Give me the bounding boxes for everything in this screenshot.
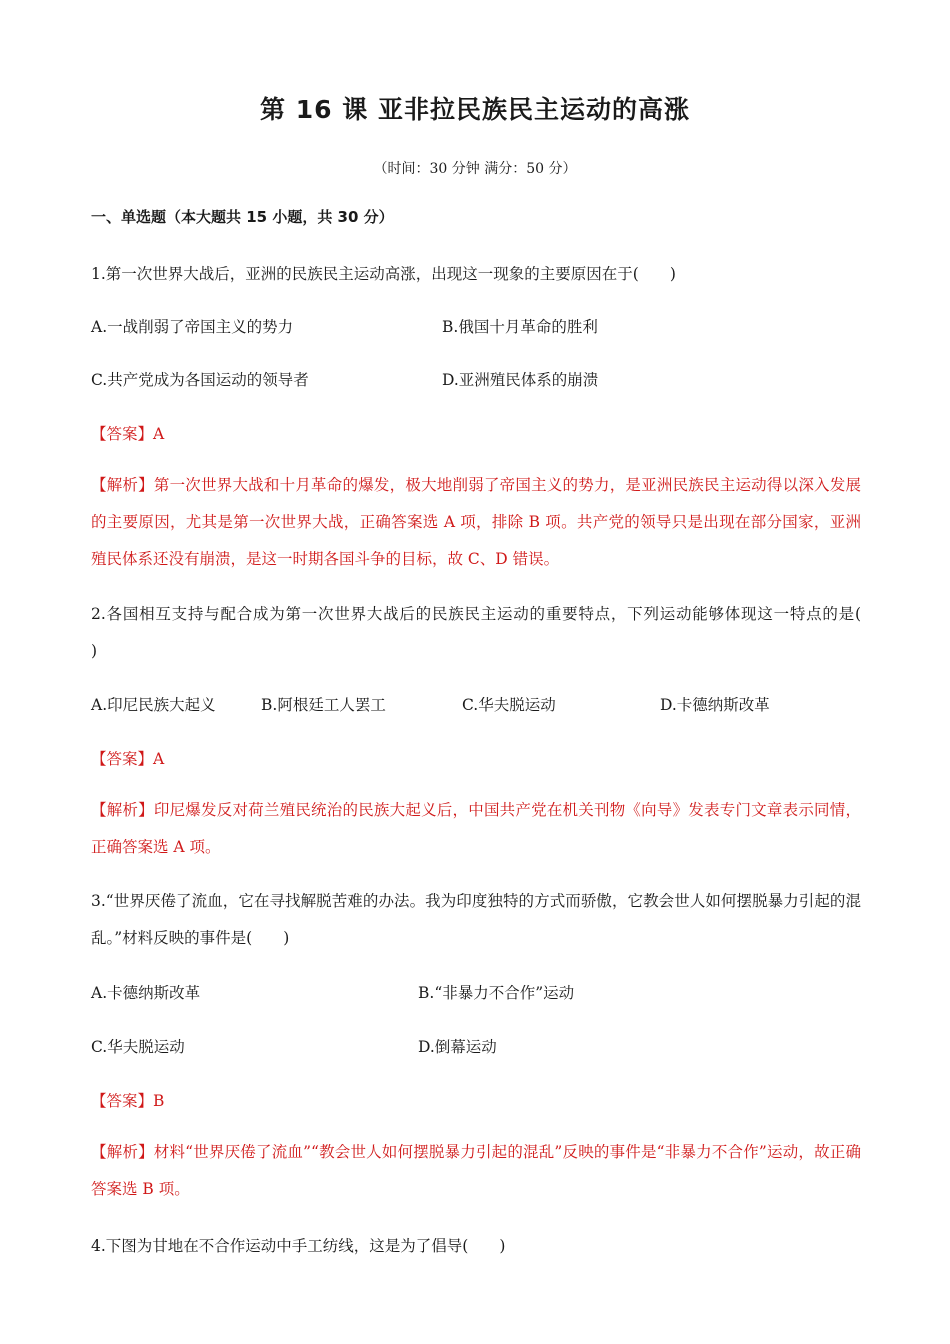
question-2-option-b: B.阿根廷工人罢工 — [261, 696, 386, 714]
question-1-option-a: A.一战削弱了帝国主义的势力 — [91, 318, 294, 336]
question-3-option-b: B.“非暴力不合作”运动 — [418, 984, 575, 1002]
question-1-option-b: B.俄国十月革命的胜利 — [442, 318, 598, 336]
exam-info: （时间：30 分钟 满分：50 分） — [373, 161, 577, 177]
question-1-option-c: C.共产党成为各国运动的领导者 — [91, 371, 309, 389]
question-1-option-d: D.亚洲殖民体系的崩溃 — [442, 371, 599, 389]
question-3-option-a: A.卡德纳斯改革 — [91, 984, 201, 1002]
question-3-option-c: C.华夫脱运动 — [91, 1038, 185, 1056]
question-2-stem: 2.各国相互支持与配合成为第一次世界大战后的民族民主运动的重要特点，下列运动能够体现这一特点的是( ) — [91, 605, 893, 660]
question-1-stem: 1.第一次世界大战后，亚洲的民族民主运动高涨，出现这一现象的主要原因在于( ) — [91, 265, 676, 283]
question-2-answer: 【答案】A — [91, 750, 165, 768]
question-3-option-d: D.倒幕运动 — [418, 1038, 497, 1056]
question-3-stem: 3.“世界厌倦了流血，它在寻找解脱苦难的办法。我为印度独特的方式而骄傲，它教会世人如何摆脱暴力引起的混乱。”材料反映的事件是( ) — [91, 892, 861, 947]
question-2-option-c: C.华夫脱运动 — [462, 696, 556, 714]
question-4-stem: 4.下图为甘地在不合作运动中手工纺线，这是为了倡导( ) — [91, 1237, 506, 1255]
question-3-answer: 【答案】B — [91, 1092, 165, 1110]
question-1-analysis: 【解析】第一次世界大战和十月革命的爆发，极大地削弱了帝国主义的势力，是亚洲民族民主运动得以深入发展的主要原因，尤其是第一次世界大战，正确答案选 A 项，排除 B 项。共产党的领导只是出现在部分国家，亚洲殖民体系还没有崩溃，是这一时期各国斗争的目标，故 C、D 错误。 — [91, 476, 861, 568]
question-2-option-a: A.印尼民族大起义 — [91, 696, 216, 714]
question-3-analysis: 【解析】材料“世界厌倦了流血”“教会世人如何摆脱暴力引起的混乱”反映的事件是“非暴力不合作”运动，故正确答案选 B 项。 — [91, 1143, 861, 1198]
question-1-answer: 【答案】A — [91, 425, 165, 443]
section-heading: 一、单选题（本大题共 15 小题，共 30 分） — [91, 208, 394, 226]
question-2-analysis: 【解析】印尼爆发反对荷兰殖民统治的民族大起义后，中国共产党在机关刊物《向导》发表专门文章表示同情，正确答案选 A 项。 — [91, 801, 861, 856]
question-2-option-d: D.卡德纳斯改革 — [660, 696, 770, 714]
page-title: 第 16 课 亚非拉民族民主运动的高涨 — [260, 95, 690, 124]
